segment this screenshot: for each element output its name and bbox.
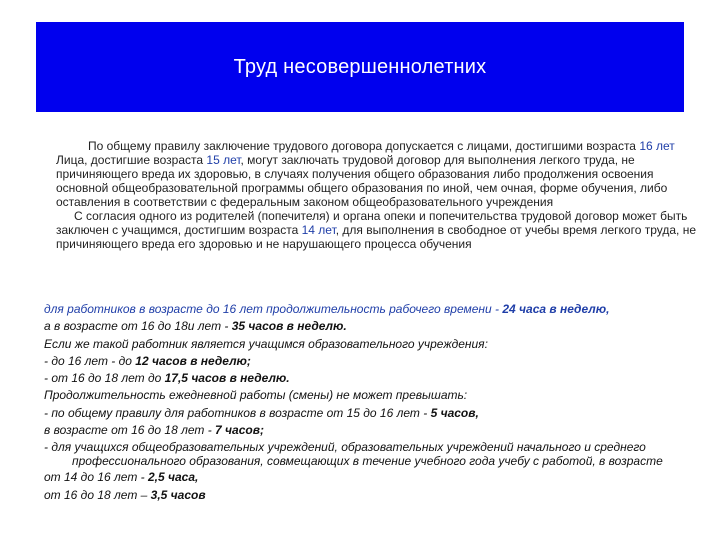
rule-line: от 16 до 18 лет – 3,5 часов bbox=[44, 487, 206, 502]
rule-line: а в возрасте от 16 до 18и лет - 35 часов в неделю. bbox=[44, 319, 347, 334]
age-15-highlight: 15 лет bbox=[206, 153, 241, 167]
working-time-rules bbox=[44, 301, 699, 504]
rule-line: в возрасте от 16 до 18 лет - 7 часов; bbox=[44, 423, 264, 438]
rule-line: Продолжительность ежедневной работы (смены) не может превышать: bbox=[44, 388, 468, 403]
rule-line: - для учащихся общеобразовательных учреждений, образовательных учреждений начального и среднего профессионального образования, совмещающих в течение учебного года учебу с работой, в возрасте bbox=[44, 440, 663, 468]
intro-paragraph-2: С согласия одного из родителей (попечителя) и органа опеки и попечительства трудовой договор может быть заключен с учащимся, достигшим возраста 14 лет, для выполнения в свободное от учебы время легкого труда, не причиняющего вреда его здоровью и не нарушающего процесса обучения bbox=[56, 209, 697, 251]
rule-line: - по общему правилу для работников в возрасте от 15 до 16 лет - 5 часов, bbox=[44, 405, 479, 420]
title-banner bbox=[36, 22, 684, 112]
rule-line: Если же такой работник является учащимся образовательного учреждения: bbox=[44, 336, 488, 351]
rule-line: - до 16 лет - до 12 часов в неделю; bbox=[44, 353, 251, 368]
age-14-highlight: 14 лет bbox=[301, 223, 336, 237]
age-16-highlight: 16 лет bbox=[639, 139, 675, 153]
intro-paragraph-1: По общему правилу заключение трудового договора допускается с лицами, достигшими возраста 16 лет Лица, достигшие возраста 15 лет, могут заключать трудовой договор для выполнения легкого труда, не причиняющего вреда их здоровью, в случаях получения общего образования либо продолжения освоения основной общеобразовательной программы общего образования по иной, чем очная, форме обучения, либо оставления в соответствии с федеральным законом общеобразовательного учреждения bbox=[56, 139, 675, 209]
rule-line: от 14 до 16 лет - 2,5 часа, bbox=[44, 470, 199, 485]
intro-text bbox=[56, 139, 696, 251]
rule-line: для работников в возрасте до 16 лет продолжительность рабочего времени - 24 часа в неделю, bbox=[44, 302, 610, 316]
rule-line: - от 16 до 18 лет до 17,5 часов в неделю. bbox=[44, 371, 290, 386]
slide-title: Труд несовершеннолетних bbox=[233, 55, 487, 78]
